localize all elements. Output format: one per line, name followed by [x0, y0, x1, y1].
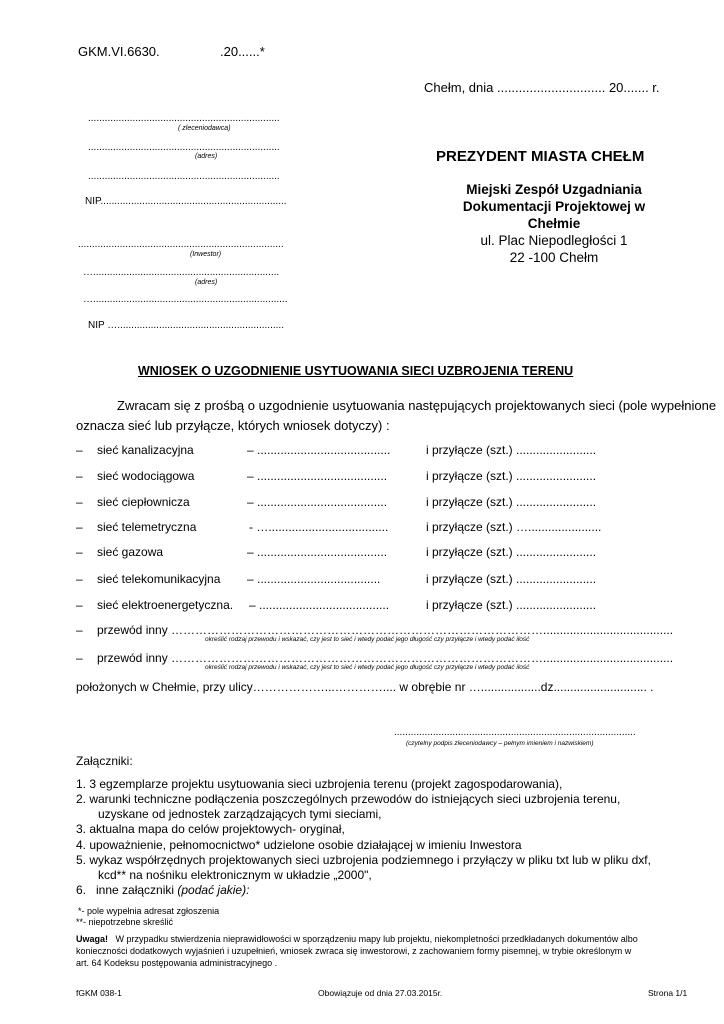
warning-line-2: konieczności dodatkowych wyjaśnień i uzupełnień, wniosek zwraca się inwestorowi, z zachowaniem formy pisemnej, w trybie określonym w [76, 946, 632, 956]
network-name: sieć kanalizacyjna [97, 443, 194, 457]
network-name: sieć telemetryczna [97, 520, 197, 534]
network-dash: – [76, 495, 83, 509]
applicant-nip: NIP................................................................... [85, 196, 287, 207]
warning-line-3: art. 64 Kodeksu postępowania administracyjnego . [76, 958, 278, 968]
other-conduit-dash: – [76, 651, 83, 665]
attachment-item-text: 6. inne załączniki [76, 883, 178, 897]
recipient-dept-line-1: Miejski Zespół Uzgadniania [466, 182, 642, 197]
network-name: sieć wodociągowa [97, 469, 195, 483]
network-length-field[interactable]: – ....................................... [247, 469, 388, 483]
investor-caption: (Inwestor) [190, 251, 222, 258]
footnote-double-star: **- niepotrzebne skreślić [76, 917, 174, 927]
attachment-item [76, 883, 249, 897]
attachment-item: 1. 3 egzemplarze projektu usytuowania sieci uzbrojenia terenu (projekt zagospodarowania), [76, 777, 563, 791]
warning-label: Uwaga! [76, 934, 109, 944]
network-dash: – [76, 443, 83, 457]
attachment-item: 4. upoważnienie, pełnomocnictwo* udzielone osobie działającej w imieniu Inwestora [76, 838, 522, 852]
applicant-address-caption: (adres) [195, 153, 218, 160]
investor-address-line-2: …...................................................................... [83, 294, 288, 305]
form-code: fGKM 038-1 [76, 988, 122, 998]
network-dash: – [76, 469, 83, 483]
connection-count-field[interactable]: i przyłącze (szt.) ........................ [426, 469, 597, 483]
warning-text: W przypadku stwierdzenia nieprawidłowości w sporządzeniu mapy lub projektu, niekompletności przedkładanych dokumentów albo [108, 934, 638, 944]
other-conduit-caption: określić rodzaj przewodu i wskazać, czy jest to sieć i wtedy podać jego długość czy przyłącze i wtedy podać ilość [205, 664, 530, 671]
footnote-single-star: *- pole wypełnia adresat zgłoszenia [78, 906, 220, 916]
recipient-dept-line-3: Chełmie [527, 216, 581, 231]
other-conduit-field[interactable]: przewód inny …………………………………………………………………………………....................................... [97, 623, 674, 637]
network-dash: – [76, 520, 83, 534]
network-name: sieć ciepłownicza [97, 495, 190, 509]
connection-count-field[interactable]: i przyłącze (szt.) ........................ [426, 545, 597, 559]
connection-count-field[interactable]: i przyłącze (szt.) ........................ [426, 443, 597, 457]
warning-line-1 [76, 934, 638, 944]
case-number: GKM.VI.6630. [78, 44, 160, 59]
intro-line-2: oznacza sieć lub przyłącze, których wniosek dotyczy) : [76, 418, 390, 433]
recipient-city: 22 -100 Chełm [509, 250, 599, 265]
network-length-field[interactable]: – ....................................... [247, 545, 388, 559]
network-length-field[interactable]: – ..................................... [247, 572, 381, 586]
connection-count-field[interactable]: i przyłącze (szt.) ........................ [426, 572, 597, 586]
attachment-item: kcd** na nośniku elektronicznym w układzie „2000", [98, 868, 372, 882]
recipient-street: ul. Plac Niepodległości 1 [480, 233, 628, 248]
network-length-field[interactable]: – ....................................... [247, 495, 388, 509]
signature-line[interactable]: ....................................................................................... [394, 727, 636, 738]
attachments-title: Załączniki: [76, 754, 133, 768]
signature-caption: (czytelny podpis zleceniodawcy – pełnym imieniem i nazwiskiem) [406, 740, 594, 747]
attachment-item: uzyskane od jednostek zarządzających tymi sieciami, [98, 807, 382, 821]
other-conduit-dash: – [76, 623, 83, 637]
other-conduit-caption: określić rodzaj przewodu i wskazać, czy jest to sieć i wtedy podać jego długość czy przyłącze i wtedy podać ilość [205, 636, 530, 643]
network-name: sieć elektroenergetyczna. [97, 598, 234, 612]
page-number: Strona 1/1 [648, 988, 688, 998]
applicant-address-line-2: ..................................................................... [88, 171, 280, 182]
investor-address-line: …................................................................... [83, 267, 280, 278]
network-dash: – [76, 545, 83, 559]
recipient-title: PREZYDENT MIASTA CHEŁM [436, 148, 645, 165]
attachment-item: 2. warunki techniczne podłączenia poszczególnych przewodów do istniejących sieci uzbrojenia terenu, [76, 792, 621, 806]
attachment-item: 5. wykaz współrzędnych projektowanych sieci uzbrojenia podziemnego i przyłączy w pliku txt lub w pliku dxf, [76, 853, 651, 867]
network-length-field[interactable]: - ….................................... [249, 520, 389, 534]
network-name: sieć telekomunikacyjna [97, 572, 221, 586]
applicant-line: ..................................................................... [88, 113, 280, 124]
intro-line-1: Zwracam się z prośbą o uzgodnienie usytuowania następujących projektowanych sieci (pole wypełnione [117, 398, 717, 413]
attachment-item-italic: (podać jakie): [177, 883, 250, 897]
valid-from: Obowiązuje od dnia 27.03.2015r. [318, 988, 443, 998]
connection-count-field[interactable]: i przyłącze (szt.) ........................ [426, 598, 597, 612]
network-dash: – [76, 572, 83, 586]
location-line[interactable]: położonych w Chełmie, przy ulicy………………...………….... w obrębie nr …..................dz............................ . [76, 680, 654, 694]
form-title: WNIOSEK O UZGODNIENIE USYTUOWANIA SIECI UZBROJENIA TERENU [138, 364, 574, 378]
investor-address-caption: (adres) [195, 279, 218, 286]
applicant-address-line: ..................................................................... [88, 142, 280, 153]
attachment-item: 3. aktualna mapa do celów projektowych- oryginał, [76, 822, 345, 836]
investor-line: .......................................................................... [78, 239, 284, 250]
connection-count-field[interactable]: i przyłącze (szt.) …...................... [426, 520, 602, 534]
applicant-caption: ( zleceniodawca) [178, 125, 231, 132]
network-dash: – [76, 598, 83, 612]
network-name: sieć gazowa [97, 545, 164, 559]
investor-nip: NIP …............................................................ [88, 320, 284, 331]
other-conduit-field[interactable]: przewód inny …………………………………………………………………………………....................................... [97, 651, 674, 665]
connection-count-field[interactable]: i przyłącze (szt.) ........................ [426, 495, 597, 509]
recipient-dept-line-2: Dokumentacji Projektowej w [462, 199, 646, 214]
network-length-field[interactable]: – ....................................... [249, 598, 390, 612]
case-year: .20......* [220, 44, 265, 59]
place-date: Chełm, dnia .............................. 20....... r. [424, 80, 660, 95]
network-length-field[interactable]: – ........................................ [247, 443, 391, 457]
